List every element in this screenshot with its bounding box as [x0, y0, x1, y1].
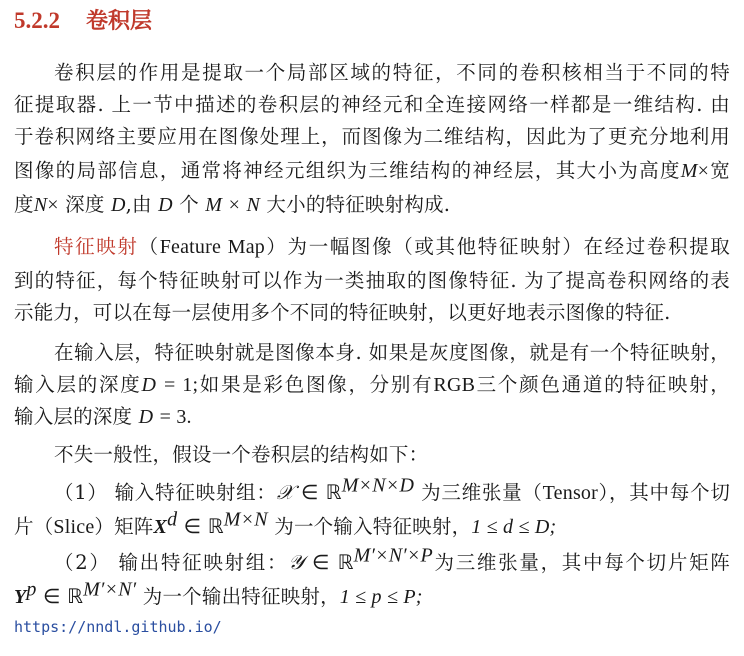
slice-label: Slice: [53, 516, 95, 538]
p5-line1-b: 为三维张量（: [421, 481, 543, 504]
math-Yp: Y: [14, 586, 27, 608]
math-M: M: [205, 194, 223, 216]
p1-line5: [14, 190, 730, 220]
eq-3: = 3.: [159, 406, 192, 428]
p1-line4: [14, 156, 730, 186]
math-Y-set: 𝒴: [288, 552, 305, 574]
p2-line1-c: ）为一幅图像（或其他特征映射）在经过卷积提取: [264, 235, 730, 258]
math-times: ×: [228, 194, 241, 216]
footer-url-link[interactable]: https://nndl.github.io/: [14, 618, 222, 636]
sup-mnp: M′×N′×P: [353, 544, 433, 567]
p1-line3: 于卷积网络主要应用在图像处理上，而图像为二维结构，因此为了更充分地利用: [14, 125, 730, 148]
p5-line2-c: ）矩阵: [94, 515, 154, 538]
comma: ,: [125, 193, 133, 216]
sup-mnd: M×N×D: [341, 474, 415, 497]
p1-line2: 征提取器. 上一节中描述的卷积层的神经元和全连接网络一样都是一维结构. 由: [14, 93, 730, 116]
p5-line1: [14, 474, 731, 508]
p6-line1-b: 为三维张量，其中每个切片矩阵: [432, 551, 730, 574]
sup-p: p: [26, 578, 37, 601]
p5-line2: [14, 508, 730, 542]
p3-line1: 在输入层，特征映射就是图像本身. 如果是灰度图像，就是有一个特征映射，: [54, 341, 730, 364]
p3-line3: [14, 402, 730, 432]
sup-mn2: M′×N′: [83, 578, 137, 601]
range-d: 1 ≤ d ≤ D;: [471, 516, 557, 538]
math-N: N: [246, 194, 261, 216]
p2-line2: 到的特征，每个特征映射可以作为一类抽取的图像特征. 为了提高卷积网络的表: [14, 269, 730, 292]
p1-line5-d: 个: [179, 193, 199, 216]
p1-line5-a: 度: [14, 193, 34, 216]
math-in: ∈: [312, 552, 330, 574]
section-title: 卷积层: [86, 8, 153, 34]
math-D: D: [141, 374, 157, 396]
p3-line3-a: 输入层的深度: [14, 405, 133, 428]
p4-line1: 不失一般性，假设一个卷积层的结构如下：: [54, 443, 429, 466]
math-R: ℝ: [337, 552, 354, 574]
p6-line1: [14, 544, 730, 578]
p5-line1-a: （1） 输入特征映射组：: [54, 481, 277, 504]
math-in: ∈: [43, 586, 61, 608]
section-heading: [14, 4, 152, 36]
p2-line1-en: Feature Map: [159, 236, 265, 258]
sup-d: d: [167, 508, 178, 531]
term-feature-map: 特征映射: [54, 235, 139, 258]
math-R: ℝ: [207, 516, 224, 538]
p3-line2-d: 三个颜色通道的特征映射，: [475, 373, 731, 396]
p1-line1: 卷积层的作用是提取一个局部区域的特征，不同的卷积核相当于不同的特: [54, 61, 730, 84]
math-D: D: [158, 194, 173, 216]
sup-mn: M×N: [223, 508, 268, 531]
p6-line2-a: 为一个输出特征映射，: [142, 585, 340, 608]
math-times: ×: [47, 194, 59, 216]
math-Xd: X: [153, 516, 168, 538]
p6-line1-a: （2） 输出特征映射组：: [54, 551, 289, 574]
p2-line1-a: （: [138, 235, 160, 258]
p6-line2: [14, 578, 730, 612]
p5-line2-d: 为一个输入特征映射，: [274, 515, 472, 538]
p2-line3: 示能力，可以在每一层使用多个不同的特征映射，以更好地表示图像的特征.: [14, 301, 671, 324]
math-times: ×: [697, 160, 710, 182]
eq-1: = 1;: [164, 374, 199, 396]
p1-line5-c: 由: [132, 193, 152, 216]
math-X-set: 𝒳: [276, 482, 295, 504]
p5-line2-a: 片（: [14, 515, 54, 538]
p1-line5-b: 深度: [65, 193, 105, 216]
math-D: D: [110, 194, 126, 216]
tensor-label: Tensor: [542, 482, 598, 504]
p5-line1-d: ），其中每个切: [597, 481, 731, 504]
math-in: ∈: [301, 482, 319, 504]
p3-line2-a: 输入层的深度: [14, 373, 142, 396]
range-p: 1 ≤ p ≤ P;: [339, 586, 423, 608]
p1-line4-end: 宽: [709, 159, 730, 182]
section-number: 5.2.2: [14, 8, 60, 33]
p1-line4-text: 图像的局部信息，通常将神经元组织为三维结构的神经层，其大小为高度: [14, 159, 681, 182]
math-in: ∈: [183, 516, 202, 538]
math-N: N: [33, 194, 48, 216]
p3-line2: [14, 370, 730, 400]
p3-line2-b: 如果是彩色图像，分别有: [198, 373, 434, 396]
math-R: ℝ: [325, 482, 342, 504]
rgb-label: RGB: [433, 374, 476, 396]
math-D: D: [138, 406, 154, 428]
p1-line5-e: 大小的特征映射构成.: [266, 193, 451, 216]
p2-line1: [14, 232, 730, 262]
math-M: M: [680, 160, 698, 182]
math-R: ℝ: [67, 586, 84, 608]
